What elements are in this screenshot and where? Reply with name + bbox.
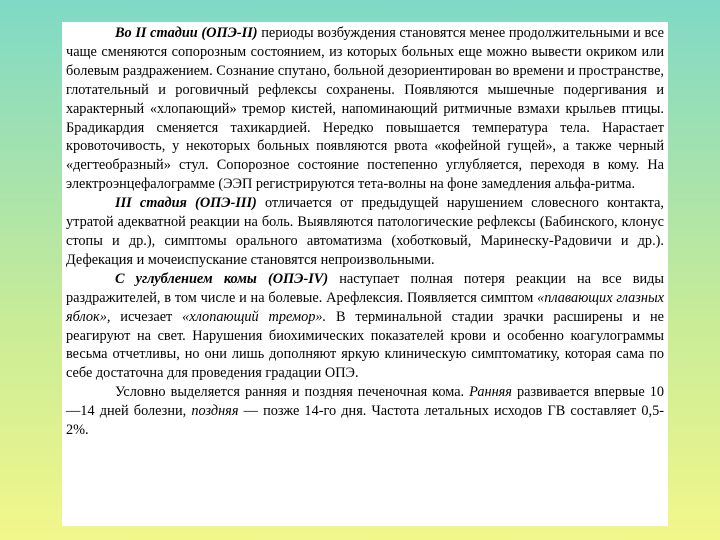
paragraph-stage-4: [66, 270, 664, 383]
floating-eyeballs-symptom: «плавающих глазных яблок»,: [66, 289, 665, 325]
stage-4-text-3: В терминальной стадии зрачки расширены и не реагируют на свет. Нарушения биохимических показателей крови и особенно коагулограммы весьма отчетливы, но они лишь дополняют яркую клиническую симптоматику, которая сама по себе достаточна для проведения градации ОПЭ.: [66, 308, 665, 382]
coma-types-text-1: Условно выделяется ранняя и поздняя печеночная кома.: [115, 384, 470, 401]
stage-3-text: отличается от предыдущей нарушением словесного контакта, утратой адекватной реакции на боль. Выявляются патологические рефлексы (Бабинского, клонус стопы и др.), симптомы орального автоматизма (хоботковый, Маринеску-Радовичи и др.). Дефекация и мочеиспускание становятся непроизвольными.: [66, 195, 665, 268]
stage-3-term: III стадия (ОПЭ-III): [115, 195, 257, 212]
paragraph-stage-3: [66, 194, 664, 270]
coma-types-text-2: развивается впервые 10—14 дней болезни,: [66, 384, 664, 420]
paragraph-stage-2: [66, 24, 664, 194]
stage-2-text: периоды возбуждения становятся менее продолжительными и все чаще сменяются сопорозным состоянием, из которых больных еще можно вывести окриком или болевым раздражением. Сознание спутано, больной дезориентирован во времени и пространстве, глотательный и роговичный рефлексы сохранены. Появляются мышечные подергивания и характерный «хлопающий» тремор кистей, напоминающий ритмичные взмахи крыльев птицы. Брадикардия сменяется тахикардией. Нередко повышается температура тела. Нарастает кровоточивость, у некоторых больных появляются рвота «кофейной гущей», а также черный «дегтеобразный» стул. Сопорозное состояние постепенно углубляется, переходя в кому. На электроэнцефалограмме (ЭЭП регистрируются тета-волны на фоне замедления альфа-ритма.: [66, 25, 664, 193]
stage-4-term: С углублением комы (ОПЭ-IV): [115, 270, 329, 287]
early-coma-term: Ранняя: [469, 384, 512, 401]
stage-4-text-1: наступает полная потеря реакции на все виды раздражителей, в том числе и на болевые. Арефлексия. Появляется симптом: [66, 270, 664, 306]
flapping-tremor-term: «хлопающий тремор».: [182, 308, 327, 325]
late-coma-term: поздняя: [191, 403, 239, 420]
text-page: [62, 22, 668, 526]
stage-4-text-2: исчезает: [110, 308, 183, 325]
paragraph-coma-types: [66, 383, 664, 440]
stage-2-term: Во II стадии (ОПЭ-II): [115, 25, 258, 41]
coma-types-text-3: — позже 14-го дня. Частота летальных исходов ГВ составляет 0,5-2%.: [66, 403, 664, 439]
